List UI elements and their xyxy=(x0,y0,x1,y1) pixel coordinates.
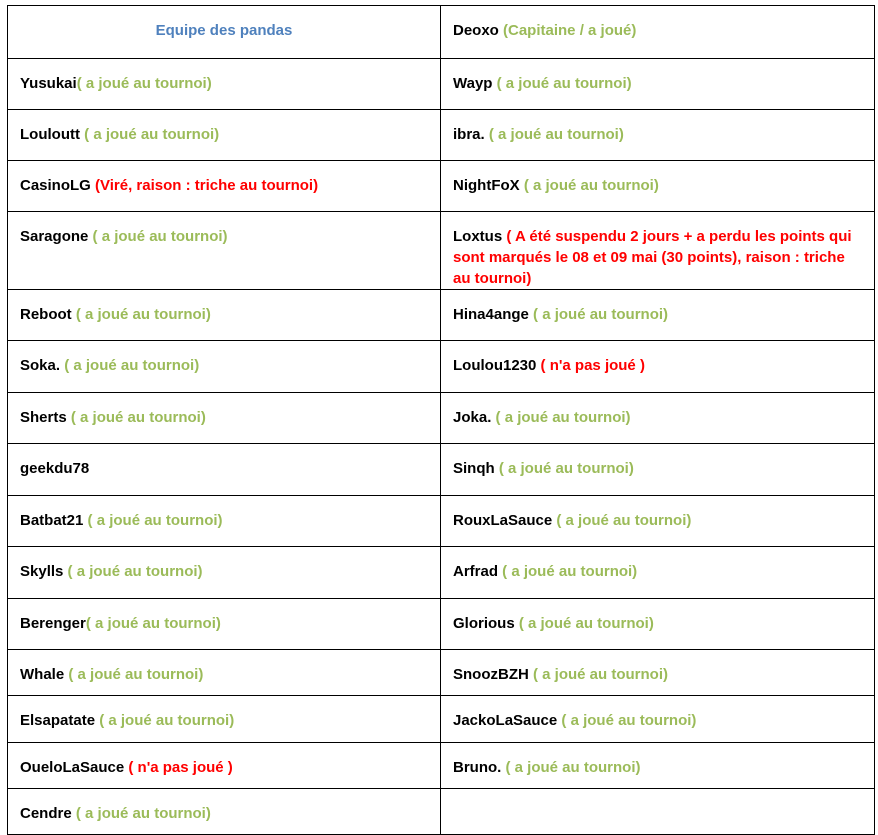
player-name: NightFoX xyxy=(453,177,520,194)
table-row xyxy=(8,212,875,290)
table-row xyxy=(8,6,875,59)
player-status-note: ( a joué au tournoi) xyxy=(514,615,654,632)
table-row xyxy=(8,743,875,789)
table-cell xyxy=(441,110,875,161)
player-name: CasinoLG xyxy=(20,177,91,194)
player-status-note: (Viré, raison : triche au tournoi) xyxy=(90,177,319,194)
table-cell xyxy=(8,789,441,835)
player-status-note: ( a joué au tournoi) xyxy=(66,409,206,426)
player-status-note: ( a joué au tournoi) xyxy=(71,805,211,822)
table-row xyxy=(8,696,875,743)
player-status-note: ( a joué au tournoi) xyxy=(494,460,634,477)
table-row xyxy=(8,110,875,161)
player-name: Skylls xyxy=(20,563,64,580)
player-status-note: (Capitaine / a joué) xyxy=(498,22,637,39)
table-cell xyxy=(8,599,441,650)
player-name: Sherts xyxy=(20,409,67,426)
player-status-note: ( A été suspendu 2 jours + a perdu les points qui sont marqués le 08 et 09 mai (30 points), raison : triche au tournoi) xyxy=(453,228,852,287)
table-cell xyxy=(8,696,441,743)
table-cell xyxy=(8,110,441,161)
player-status-note: ( a joué au tournoi) xyxy=(88,228,228,245)
table-row xyxy=(8,789,875,835)
table-cell xyxy=(8,161,441,212)
table-cell xyxy=(8,341,441,393)
player-status-note: ( a joué au tournoi) xyxy=(64,666,204,683)
player-status-note: ( a joué au tournoi) xyxy=(557,712,697,729)
player-name: Deoxo xyxy=(453,22,499,39)
player-name: Reboot xyxy=(20,306,72,323)
player-name: Sinqh xyxy=(453,460,495,477)
player-name: Saragone xyxy=(20,228,89,245)
player-name: SnoozBZH xyxy=(453,666,529,683)
player-name: Cendre xyxy=(20,805,72,822)
table-cell xyxy=(441,59,875,110)
player-name: Soka. xyxy=(20,357,61,374)
player-name: Joka. xyxy=(453,409,492,426)
player-status-note: ( n'a pas joué ) xyxy=(536,357,645,374)
table-cell xyxy=(441,212,875,290)
table-row xyxy=(8,341,875,393)
player-name: Yusukai xyxy=(20,75,77,92)
player-status-note: ( a joué au tournoi) xyxy=(552,512,692,529)
table-cell xyxy=(8,743,441,789)
player-status-note: ( a joué au tournoi) xyxy=(528,306,669,323)
player-status-note: ( a joué au tournoi) xyxy=(79,126,220,143)
player-name: Wayp xyxy=(453,75,493,92)
table-row xyxy=(8,161,875,212)
table-cell xyxy=(8,59,441,110)
player-name: RouxLaSauce xyxy=(453,512,553,529)
player-status-note: ( a joué au tournoi) xyxy=(491,409,631,426)
table-cell xyxy=(8,393,441,444)
player-name: Arfrad xyxy=(453,563,499,580)
player-status-note: ( a joué au tournoi) xyxy=(498,563,638,580)
player-name: Elsapatate xyxy=(20,712,96,729)
player-name: geekdu78 xyxy=(20,460,90,477)
player-name: Glorious xyxy=(453,615,515,632)
player-status-note: ( a joué au tournoi) xyxy=(501,759,641,776)
team-title: Equipe des pandas xyxy=(155,22,293,39)
player-name: Bruno. xyxy=(453,759,502,776)
player-name: Batbat21 xyxy=(20,512,84,529)
player-name: Berenger xyxy=(20,615,86,632)
table-cell xyxy=(8,650,441,696)
table-row xyxy=(8,393,875,444)
table-cell xyxy=(441,743,875,789)
table-cell xyxy=(441,161,875,212)
table-cell xyxy=(441,496,875,547)
player-status-note: ( a joué au tournoi) xyxy=(85,615,221,632)
table-cell xyxy=(8,444,441,496)
team-roster-table xyxy=(7,5,875,835)
table-cell xyxy=(441,444,875,496)
player-status-note: ( a joué au tournoi) xyxy=(528,666,668,683)
table-row xyxy=(8,547,875,599)
table-row xyxy=(8,599,875,650)
table-cell xyxy=(441,650,875,696)
table-cell xyxy=(441,6,875,59)
table-cell xyxy=(8,212,441,290)
player-status-note: ( a joué au tournoi) xyxy=(76,75,212,92)
player-name: Whale xyxy=(20,666,65,683)
player-status-note: ( n'a pas joué ) xyxy=(124,759,233,776)
table-row xyxy=(8,496,875,547)
team-title-cell xyxy=(8,6,441,59)
table-row xyxy=(8,650,875,696)
player-name: Loulou1230 xyxy=(453,357,537,374)
player-status-note: ( a joué au tournoi) xyxy=(519,177,659,194)
table-cell xyxy=(8,496,441,547)
table-cell xyxy=(441,789,875,835)
table-cell xyxy=(441,341,875,393)
table-cell xyxy=(441,696,875,743)
table-row xyxy=(8,59,875,110)
table-cell xyxy=(441,547,875,599)
roster-body xyxy=(8,6,875,835)
table-cell xyxy=(441,290,875,341)
player-status-note: ( a joué au tournoi) xyxy=(71,306,211,323)
player-status-note: ( a joué au tournoi) xyxy=(492,75,632,92)
player-name: Hina4ange xyxy=(453,306,529,323)
player-status-note: ( a joué au tournoi) xyxy=(60,357,200,374)
player-name: Loxtus xyxy=(453,228,503,245)
table-cell xyxy=(8,290,441,341)
table-cell xyxy=(441,393,875,444)
player-status-note: ( a joué au tournoi) xyxy=(83,512,223,529)
player-name: ibra. xyxy=(453,126,485,143)
table-cell xyxy=(441,599,875,650)
player-status-note: ( a joué au tournoi) xyxy=(95,712,235,729)
table-row xyxy=(8,290,875,341)
player-name: JackoLaSauce xyxy=(453,712,558,729)
player-name: OueloLaSauce xyxy=(20,759,125,776)
player-name: Louloutt xyxy=(20,126,80,143)
player-status-note: ( a joué au tournoi) xyxy=(63,563,203,580)
player-status-note: ( a joué au tournoi) xyxy=(484,126,624,143)
table-row xyxy=(8,444,875,496)
table-cell xyxy=(8,547,441,599)
